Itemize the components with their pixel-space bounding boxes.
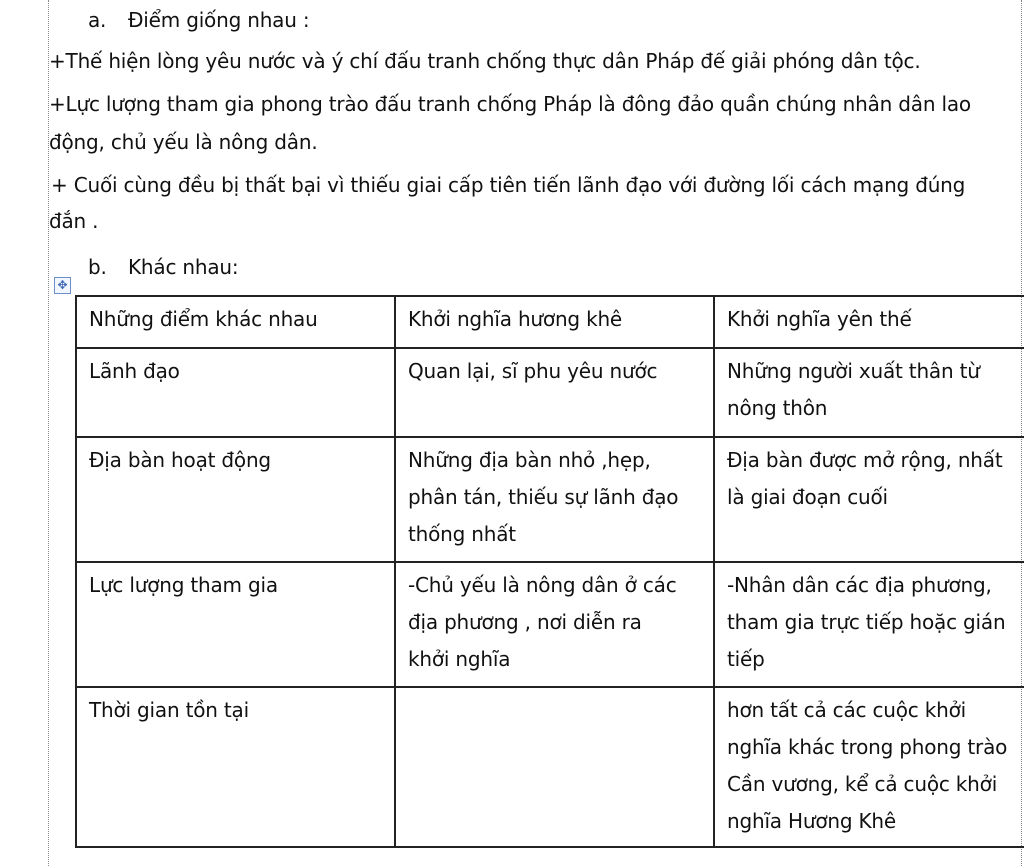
section-b-heading [88,249,238,285]
section-a-heading [88,2,309,38]
table-row [76,687,1024,847]
table-cell[interactable]: Những địa bàn nhỏ ,hẹp, phân tán, thiếu sự lãnh đạo thống nhất [395,437,714,562]
table-cell[interactable]: hơn tất cả các cuộc khởi nghĩa khác trong phong trào Cần vương, kể cả cuộc khởi nghĩa Hương Khê [714,687,1024,847]
section-b-title: Khác nhau: [128,255,239,279]
table-cell[interactable]: Địa bàn hoạt động [76,437,395,562]
header-huong-khe[interactable]: Khởi nghĩa hương khê [395,296,714,348]
table-row [76,437,1024,562]
table-row [76,348,1024,437]
header-criteria[interactable]: Những điểm khác nhau [76,296,395,348]
table-cell[interactable]: Thời gian tồn tại [76,687,395,847]
table-header-row [76,296,1024,348]
similarity-point-2-line-1: +Lực lượng tham gia phong trào đấu tranh chống Pháp là đông đảo quần chúng nhân dân lao [49,92,971,116]
table-cell[interactable] [395,687,714,847]
table-cell[interactable]: Địa bàn được mở rộng, nhất là giai đoạn cuối [714,437,1024,562]
table-cell[interactable]: Lực lượng tham gia [76,562,395,687]
similarity-point-3-line-1: + Cuối cùng đều bị thất bại vì thiếu giai cấp tiên tiến lãnh đạo với đường lối cách mạng đúng [51,173,966,197]
section-a-label: a. [88,8,107,32]
section-b-label: b. [88,255,107,279]
table-row [76,562,1024,687]
comparison-table [75,295,1024,848]
move-handle-icon[interactable]: ✥ [54,277,71,294]
similarity-point-2-line-2: động, chủ yếu là nông dân. [49,130,318,154]
table-cell[interactable]: -Chủ yếu là nông dân ở các địa phương , nơi diễn ra khởi nghĩa [395,562,714,687]
section-a-title: Điểm giống nhau : [128,8,310,32]
table-cell[interactable]: -Nhân dân các địa phương, tham gia trực tiếp hoặc gián tiếp [714,562,1024,687]
table-cell[interactable]: Những người xuất thân từ nông thôn [714,348,1024,437]
header-yen-the[interactable]: Khởi nghĩa yên thế [714,296,1024,348]
table-cell[interactable]: Lãnh đạo [76,348,395,437]
similarity-point-1: +Thế hiện lòng yêu nước và ý chí đấu tranh chống thực dân Pháp đế giải phóng dân tộc. [49,49,921,73]
table-cell[interactable]: Quan lại, sĩ phu yêu nước [395,348,714,437]
similarity-point-3-line-2: đắn . [49,209,99,233]
